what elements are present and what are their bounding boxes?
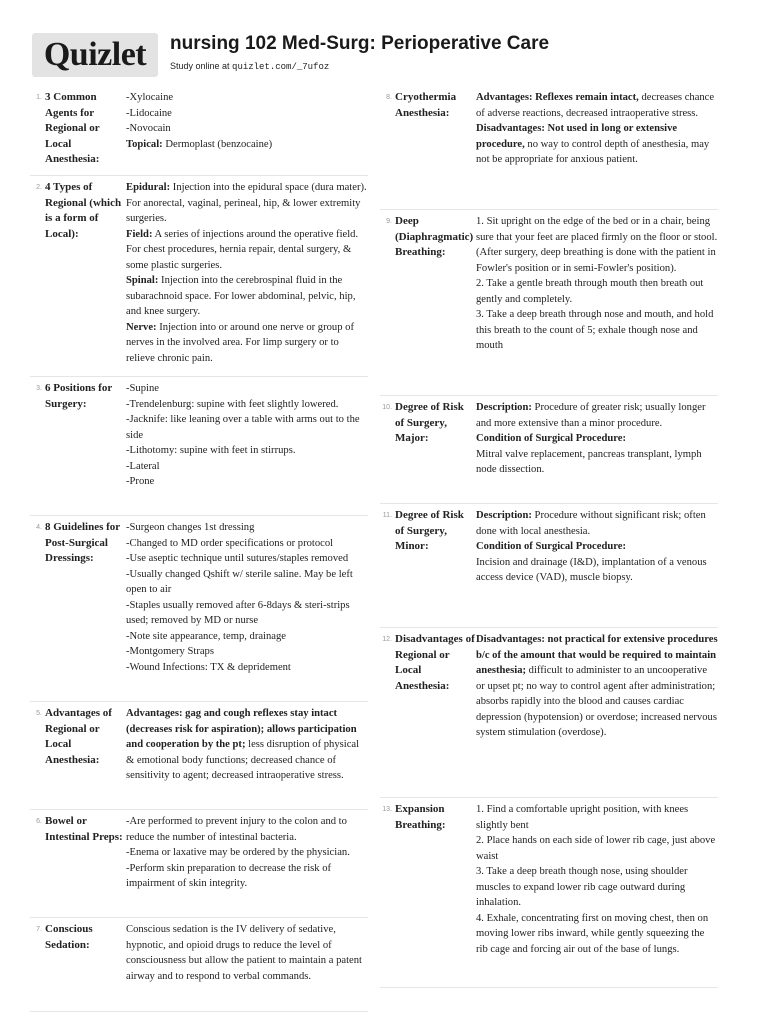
definition-bold: Description: — [476, 510, 532, 521]
flashcard — [380, 798, 718, 988]
definition-line: Advantages: Reflexes remain intact, decreases chance of adverse reactions, decreased intraoperative stress. — [476, 92, 715, 119]
left-column — [30, 86, 368, 1012]
definition-line: Disadvantages: not practical for extensive procedures b/c of the amount that would be required to maintain anesthesia; difficult to administer to an uncooperative or upset pt; no way to control agent after administration; absorbs rapidly into the blood and causes cardiac depression (hypotension) or overdose; increased nervous system stimulation (overdose). — [476, 634, 718, 738]
definition-line: Topical: Dermoplast (benzocaine) — [126, 138, 273, 150]
definition-line: Description: Procedure without significant risk; often done with local anesthesia. — [476, 510, 706, 537]
card-number: 11. — [382, 512, 392, 519]
definition-line: 1. Sit upright on the edge of the bed or in a chair, being sure that your feet are placed firmly on the floor or stool. (After surgery, deep breathing is done with the patient in Fowler's position or in semi-Fowler's position). — [476, 216, 718, 274]
card-number: 2. — [36, 184, 42, 191]
definition-line: -Lidocaine — [126, 107, 172, 119]
definition-line: -Are performed to prevent injury to the colon and to reduce the number of intestinal bacteria. — [126, 816, 347, 843]
definition-line: -Usually changed Qshift w/ sterile saline. May be left open to air — [126, 568, 353, 595]
definition-bold: Advantages: gag and cough reflexes stay intact (decreases risk for aspiration); allows participation and cooperation by the pt; — [126, 708, 357, 750]
card-term: 4 Types of Regional (which is a form of Local): — [45, 181, 122, 240]
definition-line: -Xylocaine — [126, 92, 174, 103]
card-term: 3 Common Agents for Regional or Local Anesthesia: — [45, 91, 100, 165]
flashcard — [380, 396, 718, 504]
definition-line: 4. Exhale, concentrating first on moving chest, then on moving lower ribs inward, while gently squeezing the rib cage and forcing air out of the base of lungs. — [476, 912, 709, 955]
definition-line: Advantages: gag and cough reflexes stay intact (decreases risk for aspiration); allows participation and cooperation by the pt; less disruption of physical & emotional body functions; decreased chance of sensitivity to agent; decreased intraoperative stress. — [126, 708, 360, 781]
definition-line: -Novocain — [126, 123, 171, 134]
definition-line: -Lithotomy: supine with feet in stirrups. — [126, 445, 296, 456]
definition-bold: Field: — [126, 228, 153, 240]
definition-line: -Note site appearance, temp, drainage — [126, 630, 287, 642]
flashcard — [380, 628, 718, 798]
definition-line: -Perform skin preparation to decrease the risk of impairment of skin integrity. — [126, 862, 332, 889]
definition-bold: Description: — [476, 402, 532, 413]
card-term: Bowel or Intestinal Preps: — [45, 815, 123, 843]
definition-line — [476, 431, 718, 447]
card-term: Expansion Breathing: — [395, 803, 446, 831]
definition-line: 3. Take a deep breath though nose, using shoulder muscles to expand lower rib cage outward during inhalation. — [476, 866, 688, 908]
definition-line: -Wound Infections: TX & depridement — [126, 661, 291, 673]
definition-line: Incision and drainage (I&D), implantation of a venous access device (VAD), muscle biopsy. — [476, 556, 707, 583]
card-number: 7. — [36, 926, 42, 933]
card-definition — [126, 814, 368, 892]
definition-bold: Spinal: — [126, 275, 159, 286]
card-definition — [476, 632, 718, 741]
study-online-link[interactable]: quizlet.com/_7ufoz — [232, 62, 330, 72]
definition-line: Spinal: Injection into the cerebrospinal fluid in the subarachnoid space. For lower abdominal, pelvic, hip, and knee surgery. — [126, 275, 356, 317]
definition-line: -Surgeon changes 1st dressing — [126, 522, 255, 533]
flashcard — [30, 516, 368, 702]
card-number: 13. — [382, 806, 392, 813]
flashcard — [380, 86, 718, 210]
card-number: 6. — [36, 818, 42, 825]
definition-bold: Advantages: Reflexes remain intact, — [476, 92, 639, 103]
card-number: 3. — [36, 385, 42, 392]
flashcard — [30, 86, 368, 176]
definition-bold: Nerve: — [126, 321, 157, 333]
definition-line: Mitral valve replacement, pancreas transplant, lymph node dissection. — [476, 448, 702, 475]
definition-line: -Prone — [126, 476, 155, 487]
flashcard — [30, 918, 368, 1012]
definition-line: 3. Take a deep breath through nose and mouth, and hold this breath to the count of 5; exhale though nose and mouth — [476, 309, 714, 351]
definition-bold: Disadvantages: Not used in long or extensive procedure, — [476, 123, 678, 150]
card-definition — [476, 214, 718, 354]
flashcard — [30, 377, 368, 516]
definition-bold: Disadvantages: not practical for extensive procedures b/c of the amount that would be required to maintain anesthesia; — [476, 634, 718, 676]
definition-bold: Epidural: — [126, 182, 171, 193]
right-column — [380, 86, 718, 988]
definition-line: -Staples usually removed after 6-8days & steri-strips used; removed by MD or nurse — [126, 599, 350, 626]
definition-line: -Changed to MD order specifications or protocol — [126, 537, 334, 549]
definition-line: Description: Procedure of greater risk; usually longer and more extensive than a minor procedure. — [476, 402, 706, 429]
card-term: 8 Guidelines for Post-Surgical Dressings: — [45, 521, 120, 564]
definition-line: 2. Take a gentle breath through mouth then breath out gently and completely. — [476, 278, 704, 305]
card-definition — [126, 922, 368, 984]
study-online-prefix: Study online at — [170, 61, 233, 71]
definition-line: -Enema or laxative may be ordered by the physician. — [126, 847, 350, 858]
card-definition — [126, 706, 368, 784]
definition-line: -Montgomery Straps — [126, 646, 214, 657]
card-number: 5. — [36, 710, 42, 717]
card-number: 1. — [36, 94, 42, 101]
definition-line: -Jacknife: like leaning over a table with arms out to the side — [126, 414, 360, 441]
flashcard — [30, 810, 368, 918]
card-term: Deep (Diaphragmatic) Breathing: — [395, 215, 474, 258]
definition-line: Epidural: Injection into the epidural space (dura mater). For anorectal, vaginal, perineal, hip, & lower extremity surgeries. — [126, 182, 367, 224]
study-online-line — [170, 61, 329, 72]
card-definition — [476, 90, 718, 168]
definition-line: -Supine — [126, 383, 159, 394]
definition-bold: Condition of Surgical Procedure: — [476, 433, 626, 444]
card-term: Degree of Risk of Surgery, Major: — [395, 401, 464, 444]
card-number: 9. — [386, 218, 392, 225]
definition-line: 2. Place hands on each side of lower rib cage, just above waist — [476, 835, 716, 862]
card-definition — [126, 90, 368, 152]
card-number: 10. — [382, 404, 392, 411]
card-definition — [126, 381, 368, 490]
flashcard — [380, 210, 718, 396]
card-definition — [126, 520, 368, 675]
definition-line: -Trendelenburg: supine with feet slightly lowered. — [126, 398, 339, 410]
flashcard — [380, 504, 718, 628]
card-term: Conscious Sedation: — [45, 923, 93, 951]
card-term: 6 Positions for Surgery: — [45, 382, 113, 410]
definition-bold: Condition of Surgical Procedure: — [476, 541, 626, 552]
definition-line: Nerve: Injection into or around one nerve or group of nerves in the involved area. For limp surgery or to relieve chronic pain. — [126, 321, 354, 364]
card-definition — [476, 400, 718, 478]
definition-line — [476, 539, 718, 555]
flashcard — [30, 176, 368, 377]
card-definition — [126, 180, 368, 366]
card-term: Degree of Risk of Surgery, Minor: — [395, 509, 464, 552]
card-number: 4. — [36, 524, 42, 531]
definition-bold: Topical: — [126, 138, 163, 150]
definition-line: Field: A series of injections around the operative field. For chest procedures, hernia repair, dental surgery, & some plastic surgeries. — [126, 228, 359, 271]
page-title: nursing 102 Med-Surg: Perioperative Care — [170, 33, 550, 54]
card-definition — [476, 802, 718, 957]
definition-line: -Use aseptic technique until sutures/staples removed — [126, 553, 349, 564]
definition-line: Disadvantages: Not used in long or extensive procedure, no way to control depth of anesthesia, may not be appropriate for anxious patient. — [476, 123, 710, 165]
definition-line: 1. Find a comfortable upright position, with knees slightly bent — [476, 804, 689, 831]
definition-line: Conscious sedation is the IV delivery of sedative, hypnotic, and opioid drugs to reduce the level of consciousness but allow the patient to maintain a patent airway and to respond to verbal commands. — [126, 924, 362, 982]
card-term: Cryothermia Anesthesia: — [395, 91, 457, 119]
definition-line: -Lateral — [126, 460, 160, 472]
card-number: 12. — [382, 636, 392, 643]
card-term: Disadvantages of Regional or Local Anesthesia: — [395, 633, 475, 692]
card-definition — [476, 508, 718, 586]
flashcard — [30, 702, 368, 810]
quizlet-logo: Quizlet — [32, 33, 158, 77]
card-term: Advantages of Regional or Local Anesthesia: — [45, 707, 112, 766]
card-number: 8. — [386, 94, 392, 101]
